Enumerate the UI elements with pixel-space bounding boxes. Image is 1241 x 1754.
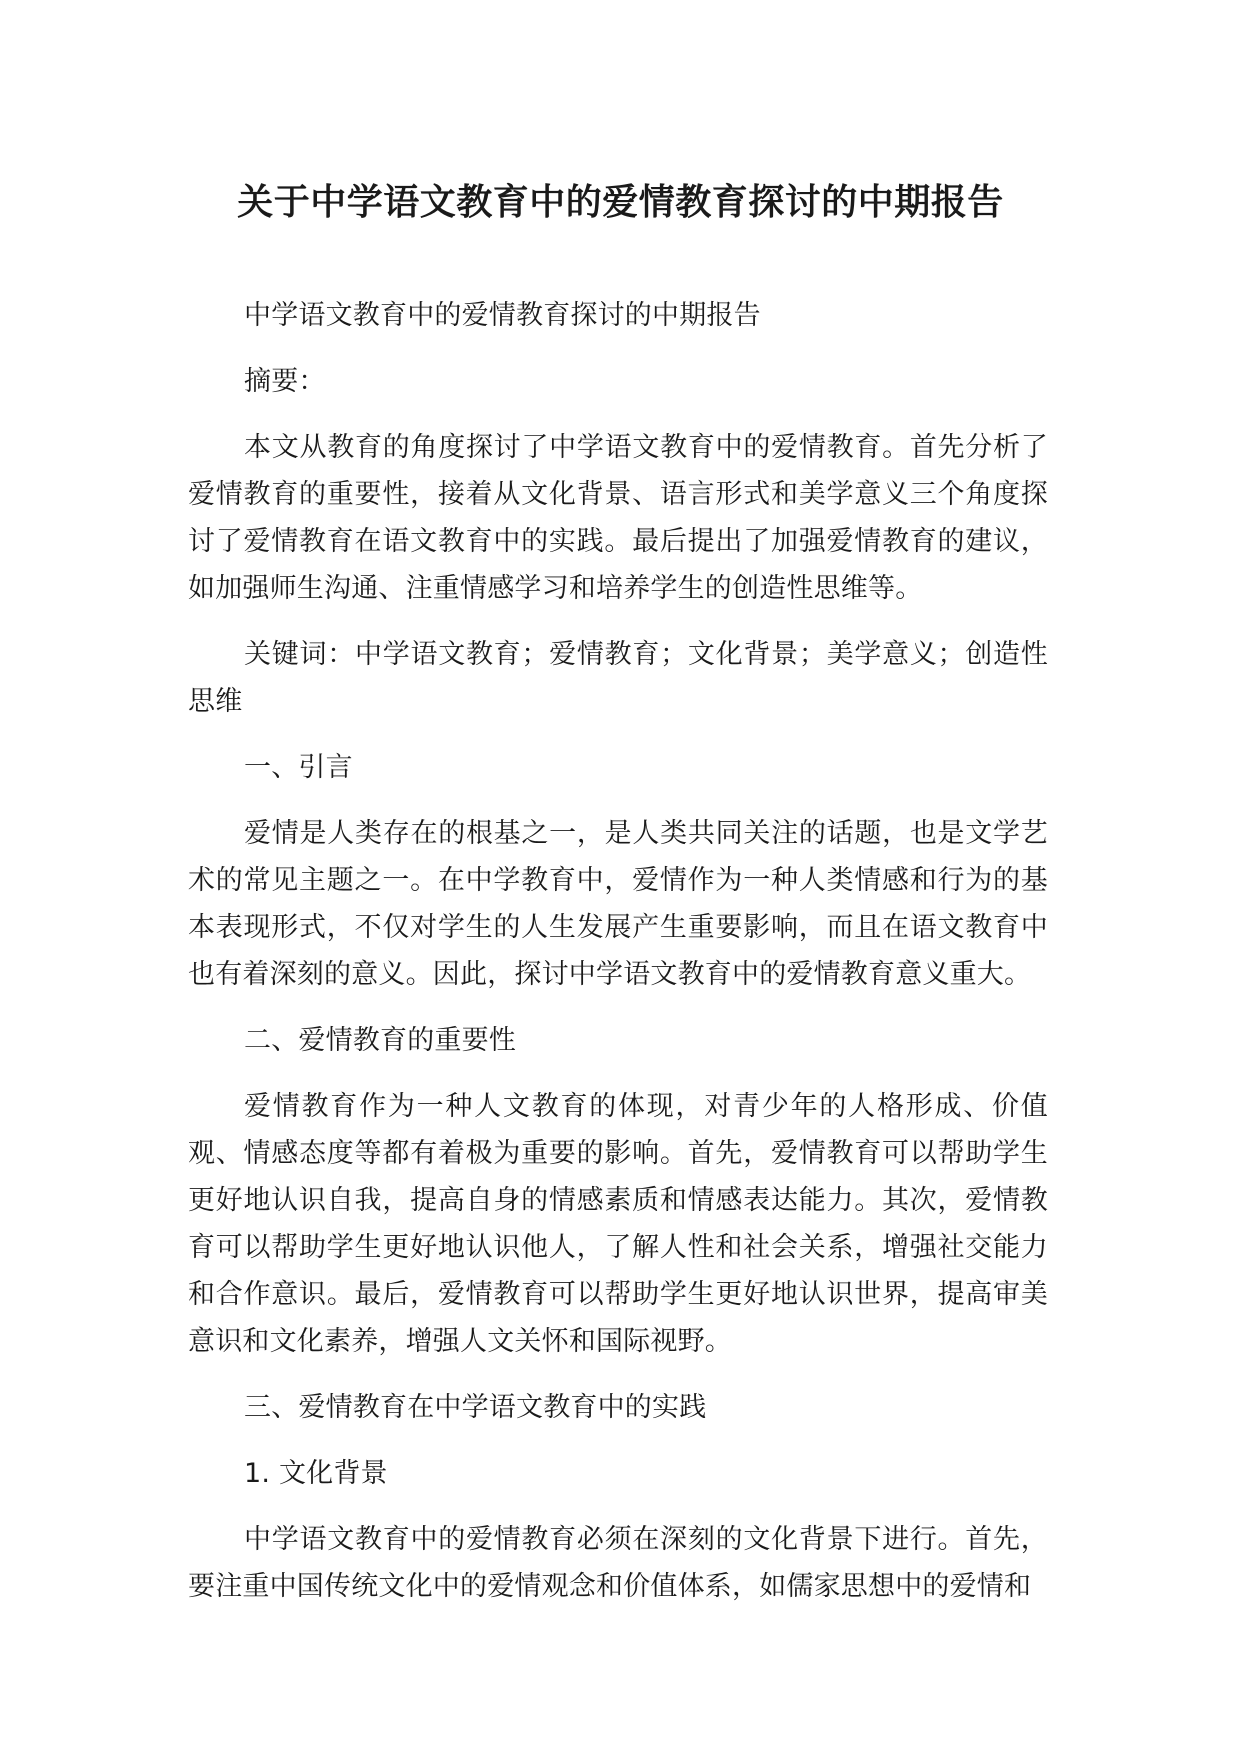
introduction-paragraph: 爱情是人类存在的根基之一，是人类共同关注的话题，也是文学艺术的常见主题之一。在中学教育中，爱情作为一种人类情感和行为的基本表现形式，不仅对学生的人生发展产生重要影响，而且在语文教育中也有着深刻的意义。因此，探讨中学语文教育中的爱情教育意义重大。 (188, 818, 1048, 990)
section-heading-importance: 二、爱情教育的重要性 (244, 1025, 516, 1056)
abstract-heading: 摘要： (244, 366, 326, 397)
subsection-heading-cultural-background: 1. 文化背景 (244, 1458, 388, 1489)
cultural-background-paragraph: 中学语文教育中的爱情教育必须在深刻的文化背景下进行。首先，要注重中国传统文化中的爱情观念和价值体系，如儒家思想中的爱情和 (188, 1524, 1048, 1602)
section-heading-practice: 三、爱情教育在中学语文教育中的实践 (244, 1392, 707, 1423)
keywords-paragraph: 关键词：中学语文教育；爱情教育；文化背景；美学意义；创造性思维 (188, 639, 1048, 717)
section-heading-introduction: 一、引言 (244, 752, 353, 783)
abstract-paragraph: 本文从教育的角度探讨了中学语文教育中的爱情教育。首先分析了爱情教育的重要性，接着从文化背景、语言形式和美学意义三个角度探讨了爱情教育在语文教育中的实践。最后提出了加强爱情教育的建议，如加强师生沟通、注重情感学习和培养学生的创造性思维等。 (188, 432, 1048, 604)
document-title: 关于中学语文教育中的爱情教育探讨的中期报告 (237, 182, 1004, 223)
document-body (188, 292, 1048, 1629)
subtitle-paragraph: 中学语文教育中的爱情教育探讨的中期报告 (244, 300, 761, 331)
importance-paragraph: 爱情教育作为一种人文教育的体现，对青少年的人格形成、价值观、情感态度等都有着极为重要的影响。首先，爱情教育可以帮助学生更好地认识自我，提高自身的情感素质和情感表达能力。其次，爱情教育可以帮助学生更好地认识他人，了解人性和社会关系，增强社交能力和合作意识。最后，爱情教育可以帮助学生更好地认识世界，提高审美意识和文化素养，增强人文关怀和国际视野。 (188, 1091, 1048, 1357)
